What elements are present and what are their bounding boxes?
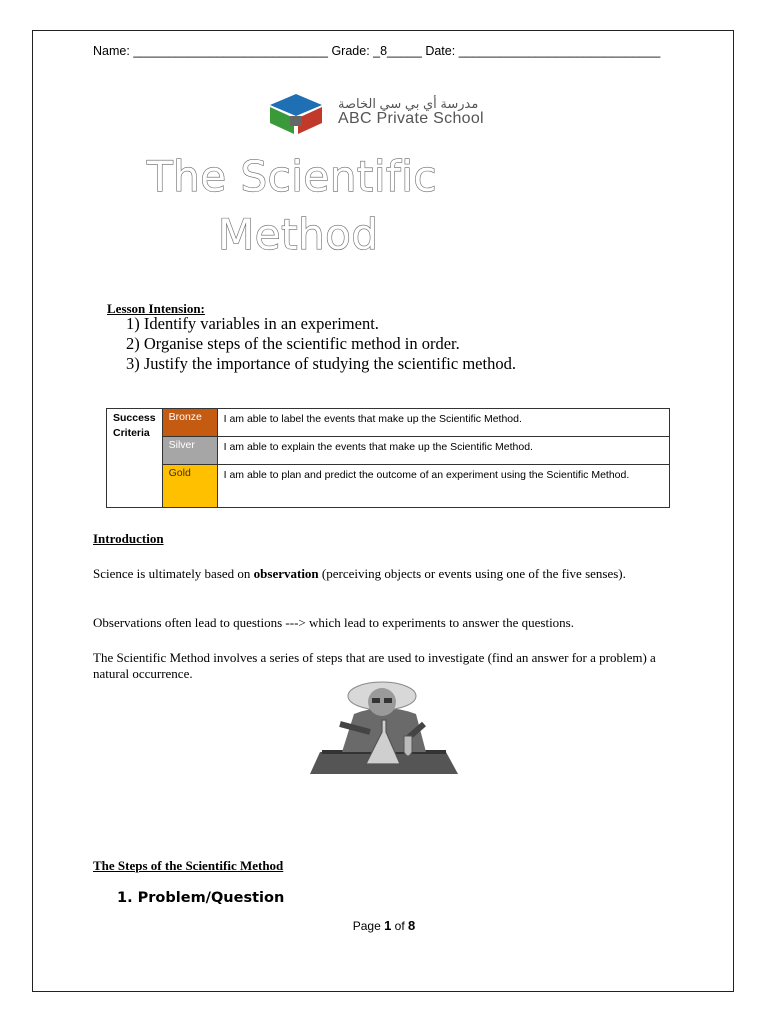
intro-paragraph-1 <box>93 566 683 582</box>
of-label: of <box>394 919 405 933</box>
criteria-text-silver: I am able to explain the events that make up the Scientific Method. <box>217 437 669 465</box>
page-title-line2: Method <box>218 210 379 259</box>
school-name-arabic: مدرسة أي بي سي الخاصة <box>338 96 479 111</box>
introduction-heading: Introduction <box>93 531 164 546</box>
school-name-english: ABC Private School <box>338 110 484 127</box>
level-gold: Gold <box>162 465 217 508</box>
current-page: 1 <box>384 918 392 933</box>
grade-label: Grade: <box>331 44 370 58</box>
criteria-text-bronze: I am able to label the events that make up the Scientific Method. <box>217 409 669 437</box>
lesson-intention-item: 2) Organise steps of the scientific method in order. <box>126 334 460 353</box>
level-silver: Silver <box>162 437 217 465</box>
lesson-intention-heading: Lesson Intension: <box>107 301 205 316</box>
lesson-intention-item: 1) Identify variables in an experiment. <box>126 314 379 333</box>
intro-p1-end: (perceiving objects or events using one of the five senses). <box>318 566 626 581</box>
grade-field[interactable]: _8_____ <box>373 44 422 58</box>
steps-heading: The Steps of the Scientific Method <box>93 858 284 873</box>
page-title-line1: The Scientific <box>147 152 438 201</box>
name-label: Name: <box>93 44 130 58</box>
scientist-illustration <box>300 680 468 776</box>
school-logo-icon <box>266 92 326 136</box>
success-criteria-table <box>106 408 670 508</box>
student-info-line <box>93 44 660 58</box>
step-1-heading: 1. Problem/Question <box>117 890 285 906</box>
intro-p1-start: Science is ultimately based on <box>93 566 254 581</box>
observation-term: observation <box>253 566 319 581</box>
total-pages: 8 <box>408 918 416 933</box>
criteria-row-bronze <box>107 409 670 437</box>
date-label: Date: <box>425 44 456 58</box>
page-label: Page <box>352 919 381 933</box>
criteria-row-gold <box>107 465 670 508</box>
success-criteria-label: Success Criteria <box>107 409 163 508</box>
date-field[interactable]: _____________________________ <box>458 44 661 58</box>
intro-paragraph-3: The Scientific Method involves a series of steps that are used to investigate (find an answer for a problem) a natural occurrence. <box>93 650 656 681</box>
page-number <box>0 918 768 933</box>
intro-paragraph-2: Observations often lead to questions ---> which lead to experiments to answer the questions. <box>93 615 574 630</box>
lesson-intention-item: 3) Justify the importance of studying the scientific method. <box>126 354 516 373</box>
name-field[interactable]: ____________________________ <box>133 44 328 58</box>
criteria-row-silver <box>107 437 670 465</box>
criteria-text-gold: I am able to plan and predict the outcome of an experiment using the Scientific Method. <box>217 465 669 508</box>
level-bronze: Bronze <box>162 409 217 437</box>
